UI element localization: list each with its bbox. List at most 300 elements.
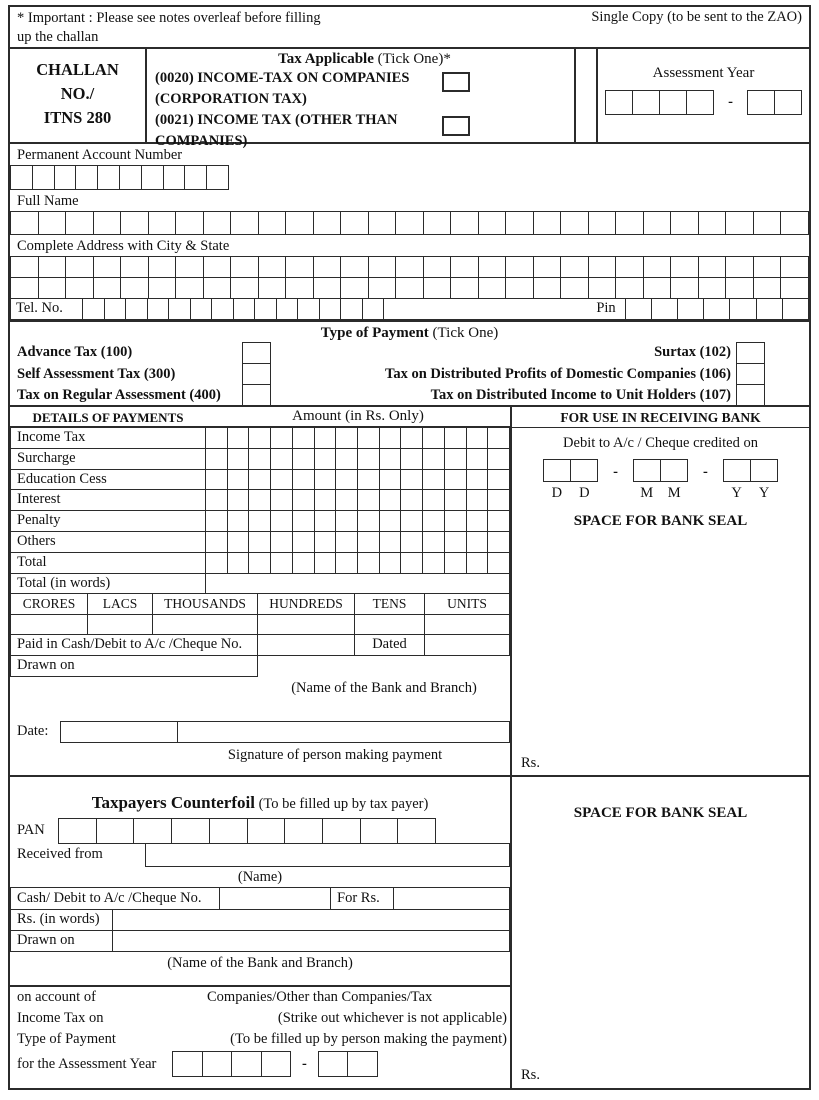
char-box[interactable] (753, 211, 782, 235)
char-box[interactable] (163, 165, 186, 190)
char-box[interactable] (205, 531, 228, 553)
cheque-no-field[interactable] (257, 634, 355, 656)
char-box[interactable] (248, 552, 271, 574)
char-box[interactable] (203, 277, 232, 299)
char-box[interactable] (423, 277, 452, 299)
char-box[interactable] (227, 510, 250, 532)
char-box[interactable] (478, 277, 507, 299)
char-box[interactable] (753, 256, 782, 278)
year-letters (723, 485, 778, 502)
char-box[interactable] (395, 277, 424, 299)
pin-label: Pin (383, 298, 626, 320)
char-box[interactable] (782, 298, 809, 320)
char-box[interactable] (357, 427, 380, 449)
char-box[interactable] (357, 469, 380, 491)
char-box[interactable] (38, 256, 67, 278)
char-box[interactable] (202, 1051, 233, 1077)
char-box[interactable] (148, 256, 177, 278)
char-box[interactable] (285, 256, 314, 278)
char-box[interactable] (292, 489, 315, 511)
char-box[interactable] (423, 211, 452, 235)
char-box[interactable] (533, 277, 562, 299)
char-box[interactable] (466, 427, 489, 449)
counterfoil-ay-start-boxes[interactable] (172, 1051, 291, 1077)
char-box[interactable] (75, 165, 98, 190)
assessment-year-start-boxes[interactable] (605, 90, 714, 115)
char-box[interactable] (65, 256, 94, 278)
char-box[interactable] (270, 427, 293, 449)
char-box[interactable] (379, 469, 402, 491)
char-box[interactable] (340, 211, 369, 235)
char-box[interactable] (422, 552, 445, 574)
counterfoil-cheque-field[interactable] (219, 887, 331, 910)
char-box[interactable] (211, 298, 234, 320)
char-box[interactable] (362, 298, 385, 320)
details-of-payments-panel (10, 407, 512, 775)
amount-boxes[interactable] (206, 510, 510, 532)
char-box[interactable] (319, 298, 342, 320)
char-box[interactable] (93, 211, 122, 235)
advance-tax-checkbox[interactable] (242, 342, 271, 364)
char-box[interactable] (318, 1051, 349, 1077)
amount-boxes[interactable] (206, 552, 510, 574)
char-box[interactable] (543, 459, 571, 482)
char-box[interactable] (560, 277, 589, 299)
char-box[interactable] (466, 489, 489, 511)
char-box[interactable] (120, 211, 149, 235)
char-box[interactable] (729, 298, 756, 320)
char-box[interactable] (660, 459, 688, 482)
char-box[interactable] (184, 165, 207, 190)
char-box[interactable] (400, 489, 423, 511)
char-box[interactable] (258, 256, 287, 278)
char-box[interactable] (247, 818, 286, 844)
char-box[interactable] (227, 427, 250, 449)
char-box[interactable] (487, 489, 510, 511)
char-box[interactable] (422, 531, 445, 553)
char-box[interactable] (505, 256, 534, 278)
char-box[interactable] (261, 1051, 292, 1077)
char-box[interactable] (38, 277, 67, 299)
char-box[interactable] (615, 211, 644, 235)
char-box[interactable] (450, 256, 479, 278)
row-label: Income Tax (10, 427, 206, 449)
char-box[interactable] (450, 211, 479, 235)
char-box[interactable] (478, 256, 507, 278)
received-from-field[interactable] (145, 843, 510, 867)
char-box[interactable] (487, 427, 510, 449)
char-box[interactable] (285, 211, 314, 235)
self-assessment-tax-checkbox[interactable] (242, 363, 271, 385)
char-box[interactable] (230, 277, 259, 299)
char-box[interactable] (104, 298, 127, 320)
char-box[interactable] (314, 531, 337, 553)
char-box[interactable] (171, 818, 210, 844)
char-box[interactable] (780, 277, 809, 299)
char-box[interactable] (615, 277, 644, 299)
date-field[interactable] (60, 721, 178, 743)
char-box[interactable] (206, 165, 229, 190)
char-box[interactable] (379, 510, 402, 532)
tax-0021-checkbox[interactable] (442, 116, 470, 136)
char-box[interactable] (270, 469, 293, 491)
pan-input-boxes[interactable] (10, 165, 809, 190)
for-rs-field[interactable] (393, 887, 510, 910)
char-box[interactable] (422, 427, 445, 449)
hundreds-field[interactable] (257, 614, 355, 635)
distributed-income-checkbox[interactable] (736, 384, 765, 406)
char-box[interactable] (258, 211, 287, 235)
char-box[interactable] (248, 469, 271, 491)
char-box[interactable] (750, 459, 778, 482)
char-box[interactable] (340, 256, 369, 278)
day-boxes[interactable] (543, 459, 598, 482)
char-box[interactable] (444, 531, 467, 553)
char-box[interactable] (725, 211, 754, 235)
dated-field[interactable] (424, 634, 510, 656)
companies-text: Companies/Other than Companies/Tax (207, 989, 433, 1005)
char-box[interactable] (175, 277, 204, 299)
char-box[interactable] (205, 469, 228, 491)
char-box[interactable] (588, 256, 617, 278)
char-box[interactable] (292, 427, 315, 449)
char-box[interactable] (357, 552, 380, 574)
char-box[interactable] (780, 256, 809, 278)
tel-input-boxes[interactable] (83, 298, 384, 320)
year-boxes[interactable] (723, 459, 778, 482)
char-box[interactable] (205, 427, 228, 449)
char-box[interactable] (227, 469, 250, 491)
char-box[interactable] (605, 90, 633, 115)
distributed-profits-checkbox[interactable] (736, 363, 765, 385)
char-box[interactable] (422, 448, 445, 470)
char-box[interactable] (753, 277, 782, 299)
char-box[interactable] (248, 427, 271, 449)
char-box[interactable] (487, 510, 510, 532)
char-box[interactable] (205, 489, 228, 511)
char-box[interactable] (148, 277, 177, 299)
char-box[interactable] (230, 211, 259, 235)
char-box[interactable] (335, 427, 358, 449)
thousands-field[interactable] (152, 614, 258, 635)
char-box[interactable] (175, 256, 204, 278)
char-box[interactable] (231, 1051, 262, 1077)
char-box[interactable] (422, 489, 445, 511)
char-box[interactable] (444, 469, 467, 491)
char-box[interactable] (335, 510, 358, 532)
char-box[interactable] (615, 256, 644, 278)
char-box[interactable] (450, 277, 479, 299)
char-box[interactable] (292, 469, 315, 491)
char-box[interactable] (230, 256, 259, 278)
char-box[interactable] (38, 211, 67, 235)
char-box[interactable] (203, 211, 232, 235)
counterfoil-ay-end-boxes[interactable] (318, 1051, 378, 1077)
char-box[interactable] (698, 277, 727, 299)
char-box[interactable] (400, 427, 423, 449)
char-box[interactable] (703, 298, 730, 320)
char-box[interactable] (698, 256, 727, 278)
char-box[interactable] (466, 510, 489, 532)
char-box[interactable] (292, 531, 315, 553)
char-box[interactable] (487, 469, 510, 491)
char-box[interactable] (774, 90, 802, 115)
char-box[interactable] (395, 211, 424, 235)
char-box[interactable] (270, 531, 293, 553)
char-box[interactable] (357, 448, 380, 470)
char-box[interactable] (227, 448, 250, 470)
char-box[interactable] (10, 165, 33, 190)
char-box[interactable] (725, 277, 754, 299)
char-box[interactable] (487, 448, 510, 470)
char-box[interactable] (633, 459, 661, 482)
counterfoil-pan-boxes[interactable] (58, 818, 436, 844)
char-box[interactable] (141, 165, 164, 190)
char-box[interactable] (444, 489, 467, 511)
amount-boxes[interactable] (206, 448, 510, 470)
char-box[interactable] (120, 277, 149, 299)
char-box[interactable] (335, 552, 358, 574)
char-box[interactable] (314, 552, 337, 574)
char-box[interactable] (93, 277, 122, 299)
char-box[interactable] (120, 256, 149, 278)
char-box[interactable] (360, 818, 399, 844)
char-box[interactable] (205, 448, 228, 470)
char-box[interactable] (10, 256, 39, 278)
char-box[interactable] (478, 211, 507, 235)
char-box[interactable] (314, 510, 337, 532)
char-box[interactable] (347, 1051, 378, 1077)
char-box[interactable] (248, 489, 271, 511)
char-box[interactable] (297, 298, 320, 320)
char-box[interactable] (254, 298, 277, 320)
char-box[interactable] (205, 552, 228, 574)
char-box[interactable] (314, 427, 337, 449)
assessment-year-end-boxes[interactable] (747, 90, 802, 115)
top-strip (10, 7, 809, 47)
char-box[interactable] (588, 277, 617, 299)
lacs-field[interactable] (87, 614, 153, 635)
counterfoil-drawn-on-field[interactable] (112, 930, 510, 952)
char-box[interactable] (444, 552, 467, 574)
char-box[interactable] (422, 469, 445, 491)
char-box[interactable] (423, 256, 452, 278)
char-box[interactable] (643, 256, 672, 278)
char-box[interactable] (292, 510, 315, 532)
char-box[interactable] (677, 298, 704, 320)
char-box[interactable] (227, 552, 250, 574)
char-box[interactable] (643, 211, 672, 235)
char-box[interactable] (168, 298, 191, 320)
char-box[interactable] (588, 211, 617, 235)
char-box[interactable] (487, 552, 510, 574)
char-box[interactable] (400, 448, 423, 470)
char-box[interactable] (285, 277, 314, 299)
char-box[interactable] (756, 298, 783, 320)
char-box[interactable] (560, 211, 589, 235)
char-box[interactable] (368, 277, 397, 299)
char-box[interactable] (82, 298, 105, 320)
char-box[interactable] (659, 90, 687, 115)
char-box[interactable] (270, 552, 293, 574)
char-box[interactable] (379, 552, 402, 574)
char-box[interactable] (65, 277, 94, 299)
char-box[interactable] (125, 298, 148, 320)
char-box[interactable] (379, 531, 402, 553)
char-box[interactable] (175, 211, 204, 235)
char-box[interactable] (747, 90, 775, 115)
char-box[interactable] (335, 489, 358, 511)
char-box[interactable] (625, 298, 652, 320)
char-box[interactable] (780, 211, 809, 235)
char-box[interactable] (335, 448, 358, 470)
crores-field[interactable] (10, 614, 88, 635)
units-field[interactable] (424, 614, 510, 635)
char-box[interactable] (723, 459, 751, 482)
assessment-year-label: Assessment Year (652, 65, 755, 81)
char-box[interactable] (248, 448, 271, 470)
tax-0020-checkbox[interactable] (442, 72, 470, 92)
rs-in-words-field[interactable] (112, 909, 510, 931)
char-box[interactable] (314, 448, 337, 470)
char-box[interactable] (444, 510, 467, 532)
char-box[interactable] (313, 277, 342, 299)
char-box[interactable] (133, 818, 172, 844)
char-box[interactable] (632, 90, 660, 115)
char-box[interactable] (368, 256, 397, 278)
char-box[interactable] (270, 489, 293, 511)
char-box[interactable] (340, 298, 363, 320)
char-box[interactable] (686, 90, 714, 115)
char-box[interactable] (466, 448, 489, 470)
char-box[interactable] (96, 818, 135, 844)
char-box[interactable] (505, 277, 534, 299)
amount-boxes[interactable] (206, 427, 510, 449)
char-box[interactable] (379, 489, 402, 511)
char-box[interactable] (400, 531, 423, 553)
char-box[interactable] (335, 531, 358, 553)
char-box[interactable] (444, 448, 467, 470)
char-box[interactable] (357, 489, 380, 511)
address-row2-boxes[interactable] (10, 277, 809, 299)
char-box[interactable] (444, 427, 467, 449)
char-box[interactable] (270, 448, 293, 470)
tens-field[interactable] (354, 614, 425, 635)
char-box[interactable] (58, 818, 97, 844)
on-account-row (10, 987, 510, 1008)
char-box[interactable] (533, 256, 562, 278)
char-box[interactable] (400, 552, 423, 574)
pin-input-boxes[interactable] (626, 298, 809, 320)
char-box[interactable] (292, 552, 315, 574)
char-box[interactable] (119, 165, 142, 190)
amount-boxes[interactable] (206, 531, 510, 553)
rs-in-words-row (10, 909, 510, 931)
char-box[interactable] (292, 448, 315, 470)
char-box[interactable] (570, 459, 598, 482)
amount-boxes[interactable] (206, 489, 510, 511)
char-box[interactable] (270, 510, 293, 532)
char-box[interactable] (335, 469, 358, 491)
char-box[interactable] (322, 818, 361, 844)
char-box[interactable] (670, 277, 699, 299)
char-box[interactable] (203, 256, 232, 278)
char-box[interactable] (357, 510, 380, 532)
char-box[interactable] (466, 531, 489, 553)
char-box[interactable] (698, 211, 727, 235)
char-box[interactable] (643, 277, 672, 299)
char-box[interactable] (276, 298, 299, 320)
char-box[interactable] (209, 818, 248, 844)
char-box[interactable] (147, 298, 170, 320)
char-box[interactable] (651, 298, 678, 320)
counterfoil-drawn-on-label: Drawn on (10, 930, 113, 952)
char-box[interactable] (227, 531, 250, 553)
char-box[interactable] (248, 510, 271, 532)
full-name-input-boxes[interactable] (10, 211, 809, 235)
char-box[interactable] (725, 256, 754, 278)
char-box[interactable] (533, 211, 562, 235)
address-row1-boxes[interactable] (10, 256, 809, 278)
char-box[interactable] (670, 211, 699, 235)
char-box[interactable] (148, 211, 177, 235)
char-box[interactable] (172, 1051, 203, 1077)
char-box[interactable] (340, 277, 369, 299)
char-box[interactable] (32, 165, 55, 190)
char-box[interactable] (258, 277, 287, 299)
char-box[interactable] (233, 298, 256, 320)
char-box[interactable] (93, 256, 122, 278)
char-box[interactable] (487, 531, 510, 553)
char-box[interactable] (379, 427, 402, 449)
signature-field[interactable] (177, 721, 510, 743)
char-box[interactable] (357, 531, 380, 553)
char-box[interactable] (10, 211, 39, 235)
char-box[interactable] (54, 165, 77, 190)
char-box[interactable] (397, 818, 436, 844)
char-box[interactable] (313, 256, 342, 278)
char-box[interactable] (248, 531, 271, 553)
month-boxes[interactable] (633, 459, 688, 482)
drawn-on-row (10, 655, 510, 677)
char-box[interactable] (400, 469, 423, 491)
total-in-words-field[interactable] (205, 573, 510, 595)
char-box[interactable] (65, 211, 94, 235)
char-box[interactable] (227, 489, 250, 511)
char-box[interactable] (190, 298, 213, 320)
char-box[interactable] (395, 256, 424, 278)
char-box[interactable] (379, 448, 402, 470)
char-box[interactable] (466, 552, 489, 574)
regular-assessment-tax-checkbox[interactable] (242, 384, 271, 406)
surtax-checkbox[interactable] (736, 342, 765, 364)
char-box[interactable] (560, 256, 589, 278)
char-box[interactable] (670, 256, 699, 278)
char-box[interactable] (10, 277, 39, 299)
char-box[interactable] (97, 165, 120, 190)
char-box[interactable] (205, 510, 228, 532)
char-box[interactable] (368, 211, 397, 235)
char-box[interactable] (314, 469, 337, 491)
char-box[interactable] (466, 469, 489, 491)
char-box[interactable] (314, 489, 337, 511)
char-box[interactable] (313, 211, 342, 235)
char-box[interactable] (284, 818, 323, 844)
char-box[interactable] (505, 211, 534, 235)
char-box[interactable] (422, 510, 445, 532)
char-box[interactable] (400, 510, 423, 532)
amount-boxes[interactable] (206, 469, 510, 491)
